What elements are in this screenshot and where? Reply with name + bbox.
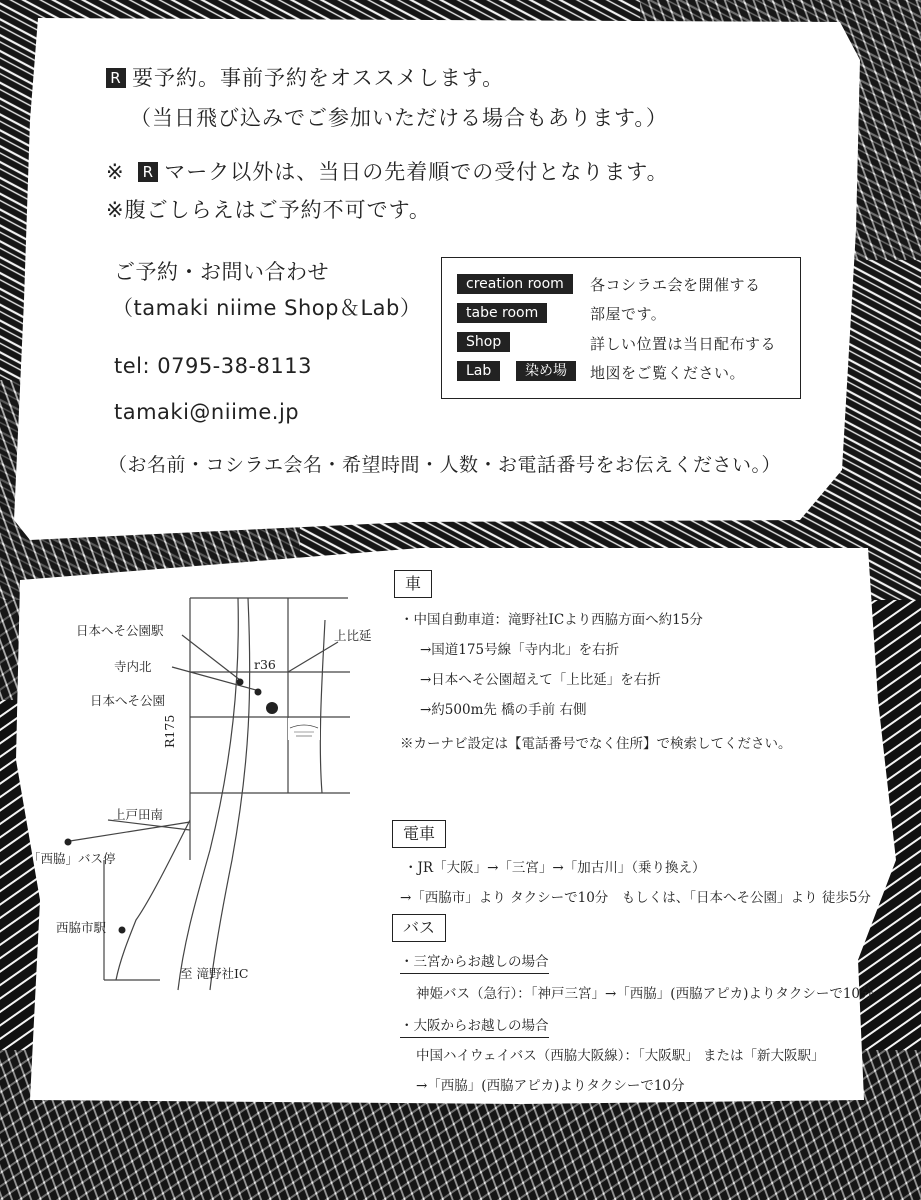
bus-sannomiya-line: 神姫バス（急行）：「神戸三宮」→「西脇」(西脇アピカ)よりタクシーで10分 (416, 986, 874, 1002)
contact-title: ご予約・お問い合わせ (114, 260, 329, 284)
train-line-1: ・JR「大阪」→「三宮」→「加古川」（乗り換え） (404, 860, 706, 876)
tag-tabe-room: tabe room (457, 303, 547, 323)
bus-sannomiya-head: ・三宮からお越しの場合 (400, 950, 549, 970)
tag-lab: Lab (457, 361, 500, 381)
car-line-2: →国道175号線「寺内北」を右折 (420, 642, 620, 658)
map-label-nihonheso-station: 日本へそ公園駅 (76, 623, 164, 638)
contact-note: （お名前・コシラエ会名・希望時間・人数・お電話番号をお伝えください。） (108, 454, 782, 476)
train-line-2: →「西脇市」より タクシーで10分 もしくは、「日本へそ公園」より 徒歩5分 (400, 890, 871, 906)
map-label-nishiwaki-bus: 「西脇」バス停 (28, 851, 116, 866)
car-line-1: ・中国自動車道：滝野社ICより西脇方面へ約15分 (400, 612, 703, 628)
reservation-line-1: R 要予約。事前予約をオススメします。 (106, 62, 504, 92)
map-label-to-takinoshaic: 至 滝野社IC (180, 966, 249, 981)
r-mark-icon: R (138, 162, 158, 182)
map-label-kamitodaminami: 上戸田南 (113, 807, 164, 822)
car-line-3: →日本へそ公園超えて「上比延」を右折 (420, 672, 661, 688)
contact-email[interactable]: tamaki@niime.jp (114, 400, 300, 424)
car-navi-note: ※カーナビ設定は【電話番号でなく住所】で検索してください。 (400, 736, 792, 752)
legend-text-3: 詳しい位置は当日配布する (590, 335, 777, 353)
map-label-nihonheso-park: 日本へそ公園 (90, 693, 166, 708)
map-label-kamihino: 上比延 (334, 628, 372, 643)
section-car-heading: 車 (394, 570, 432, 598)
car-line-4: →約500m先 橋の手前 右側 (420, 702, 587, 718)
reservation-note-1: ※ R マーク以外は、当日の先着順での受付となります。 (106, 160, 669, 184)
section-train-heading: 電車 (392, 820, 446, 848)
contact-shop-name: （tamaki niime Shop＆Lab） (112, 296, 422, 320)
room-legend (441, 257, 801, 399)
bus-osaka-line-1: 中国ハイウェイバス（西脇大阪線）：「大阪駅」 または「新大阪駅」 (416, 1048, 825, 1064)
legend-text-4: 地図をご覧ください。 (590, 364, 746, 382)
legend-text-2: 部屋です。 (590, 305, 667, 323)
park-dot (255, 689, 262, 696)
reservation-note-2: ※腹ごしらえはご予約不可です。 (106, 198, 431, 222)
tag-dye-room: 染め場 (516, 361, 576, 381)
contact-tel[interactable]: tel: 0795-38-8113 (114, 354, 313, 378)
bus-osaka-line-2: →「西脇」(西脇アピカ)よりタクシーで10分 (416, 1078, 685, 1094)
section-bus-heading: バス (392, 914, 446, 942)
r-mark-icon: R (106, 68, 126, 88)
bus-stop-dot (65, 839, 72, 846)
reservation-line-2: （当日飛び込みでご参加いただける場合もあります。） (130, 106, 668, 130)
tag-creation-room: creation room (457, 274, 573, 294)
tamaki-niime-logo-icon (288, 718, 320, 740)
map-label-nishiwakishi-station: 西脇市駅 (56, 920, 107, 935)
map-label-terauchikita: 寺内北 (114, 659, 152, 674)
station-nishiwakishi-dot (119, 927, 126, 934)
tamaki-niime-dot (266, 702, 278, 714)
bus-osaka-head: ・大阪からお越しの場合 (400, 1014, 549, 1034)
map-label-r175: R175 (162, 714, 177, 748)
station-dot (237, 679, 244, 686)
tag-shop: Shop (457, 332, 510, 352)
map-label-r36: r36 (254, 657, 276, 672)
legend-text-1: 各コシラエ会を開催する (590, 276, 761, 294)
